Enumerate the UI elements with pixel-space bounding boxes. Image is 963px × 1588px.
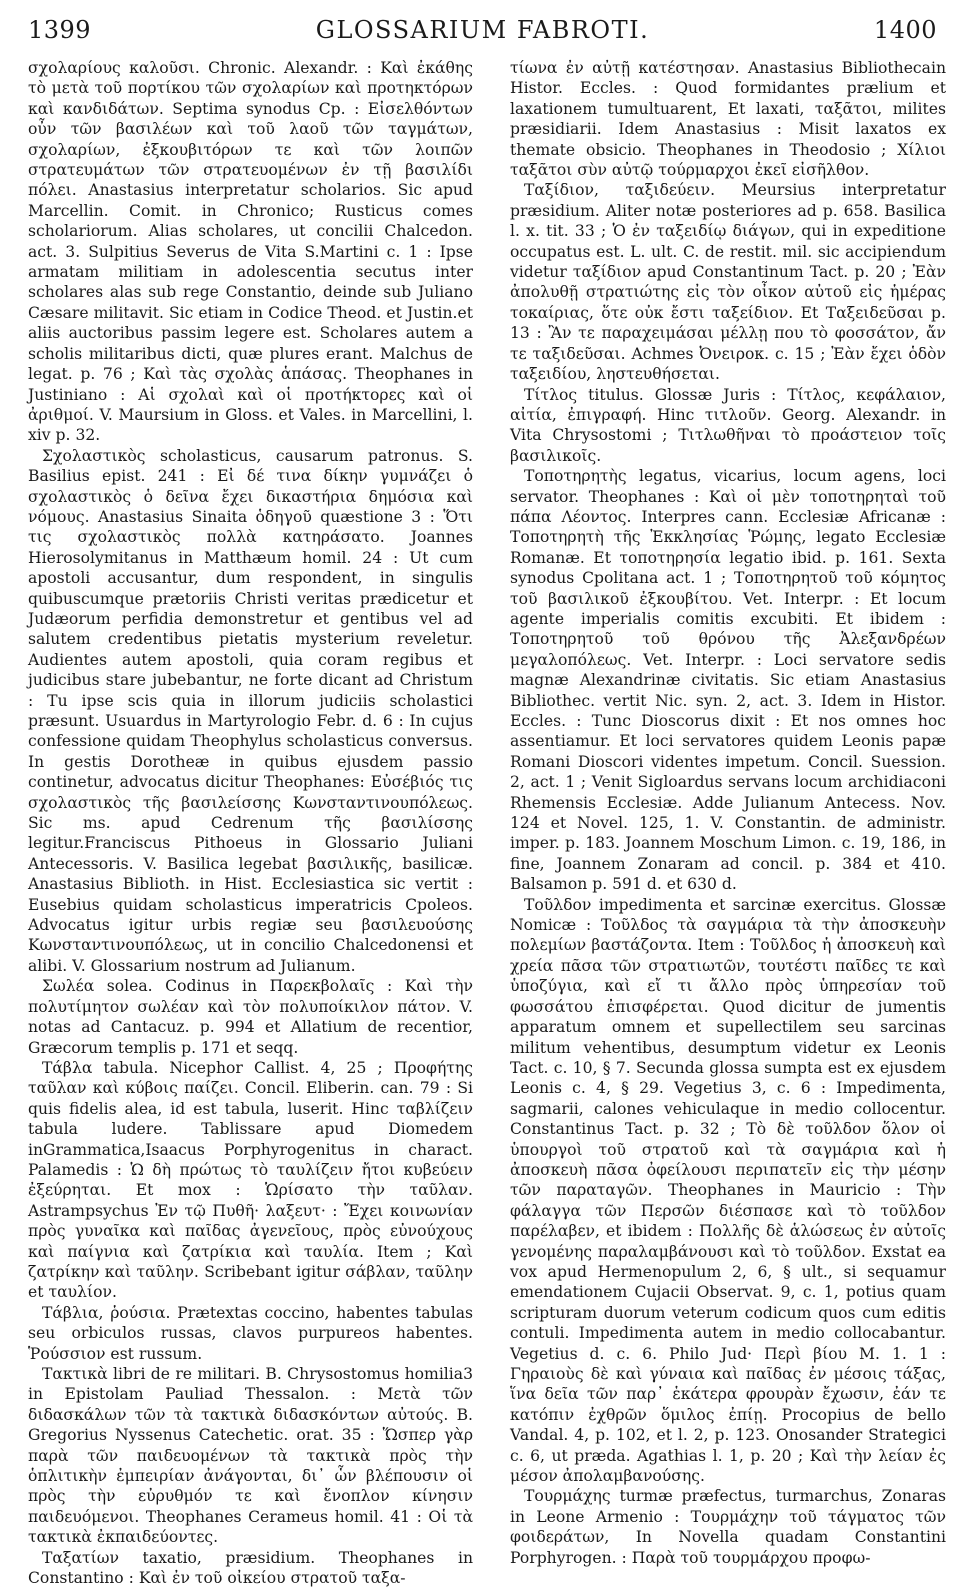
running-title: GLOSSARIUM FABROTI.	[315, 16, 650, 44]
entry-taxatio: Ταξατίων taxatio, præsidium. Theophanes in Constantino : Καὶ ἐν τοῦ οἰκείου στρατοῦ ταξα-	[28, 1548, 473, 1588]
entry-touldon: Τοῦλδον impedimenta et sarcinæ exercitus. Glossæ Nomicæ : Τοῦλδος τὰ σαγμάρια τὰ τὴν ἀποσκευὴν πολεμίων βαστάζοντα. Item : Τοῦλδος ἡ ἀποσκευὴ καὶ χρεία πᾶσα τῶν στρατιωτῶν, τουτέστι παῖδες τε καὶ ὑποζύγια, καὶ εἴ τι ἄλλο πρὸς ὑπηρεσίαν τοῦ φωσσάτου ἐπισφέρεται. Quod dicitur de jumentis apparatum omnem et supellectilem seu sarcinas militum vehentibus, desumptum videtur ex Leonis Tact. c. 10, § 7. Secunda glossa sumpta est ex ejusdem Leonis c. 4, § 29. Vegetius 3, c. 6 : Impedimenta, sagmarii, calones vehiculaque in medio collocentur. Constantinus Tact. p. 32 ; Τὸ δὲ τοῦλδον ὅλον οἱ ὑπουργοὶ τοῦ στρατοῦ καὶ τὰ σαγμάρια καὶ ἡ ἀποσκευὴ πᾶσα ὀφείλουσι περιπατεῖν εἰς τὴν μέσην τῶν παραταγῶν. Theophanes in Mauricio : Τὴν φάλαγγα τῶν Περσῶν διέσπασε καὶ τὸ τοῦλδον παρέλαβεν, et ibidem : Πολλῆς δὲ ἁλώσεως ἐν αὐτοῖς γενομένης παραλαμβάνουσι καὶ τὸ τοῦλδον. Exstat ea vox apud Hermenopulum 2, 6, § ult., si sequamur emendationem Cujacii Observat. 9, c. 1, potius quam scripturam duorum veterum codicum quos cum editis contuli. Impedimenta autem in medio collocabantur. Vegetius d. c. 6. Philo Jud· Περὶ βίου M. 1. 1 : Γηραιοὺς δὲ καὶ γύναια καὶ παῖδας ἐν μέσοις τάξας, ἵνα δεῖα τῶν παρ᾽ ἑκάτερα φρουρὰν ἔχωσιν, ἐάν τε κατόπιν ἐχθρῶν ὅμιλος ἐπίῃ. Procopius de bello Vandal. 4, p. 102, et l. 2, p. 123. Onosander Strategici c. 6, ut præda. Agathias l. 1, p. 20 ; Καὶ τὴν λείαν ἐς μέσον ἀπολαμβανούσης.	[510, 895, 946, 1486]
running-header	[14, 16, 951, 50]
entry-tabula: Τάβλα tabula. Nicephor Callist. 4, 25 ; Προφήτης ταῦλαν καὶ κύβοις παίζει. Concil. Eliberin. can. 79 : Si quis fidelis alea, id est tabula, luserit. Hinc ταβλίζειν tabula ludere. Tablissare apud Diomedem inGrammatica,Isaacus Porphyrogenitus in charact. Palamedis : Ὡ δὴ πρώτως τὸ ταυλίζειν ἤτοι κυβεύειν ἐξεύρηται. Et mox : Ὡρίσατο τὴν ταῦλαν. Astrampsychus Ἐν τῷ Πυθῆ· λαξευτ· : Ἔχει κοινωνίαν πρὸς γυναῖκα καὶ παῖδας ἀγενεῖους, πρὸς εὐνούχους καὶ παίγνια καὶ ζατρίκια καὶ ταυλία. Item ; Καὶ ζατρίκην καὶ ταῦλην. Scribebant igitur σάβλαν, ταῦλην et ταυλίον.	[28, 1058, 473, 1302]
entry-taxidion: Ταξίδιον, ταξιδεύειν. Meursius interpretatur præsidium. Aliter notæ posteriores ad p. 658. Basilica l. x. tit. 33 ; Ὁ ἐν ταξειδίῳ διάγων, qui in expeditione occupatus est. L. ult. C. de restit. mil. sic accipiendum videtur ταξίδιον apud Constantinum Tact. p. 20 ; Ἐὰν ἀπολυθῇ στρατιώτης εἰς τὸν οἶκον αὐτοῦ εἰς ἡμέρας τοκαίριας, ὅτε οὐκ ἔστι ταξείδιον. Et Ταξειδεῦσαι p. 13 : Ἂν τε παραχειμάσαι μέλλῃ που τὸ φοσσάτον, ἄν τε ταξιδεῦσαι. Achmes Ὀνειροκ. c. 15 ; Ἐὰν ἔχει ὁδὸν ταξειδίου, ληστευθήσεται.	[510, 181, 946, 384]
entry-solea: Σωλέα solea. Codinus in Παρεκβολαῖς : Καὶ τὴν πολυτίμητον σωλέαν καὶ τὸν πολυποίκιλον πάτον. V. notas ad Cantacuz. p. 994 et Allatium de recentior, Græcorum templis p. 171 et seqq.	[28, 977, 473, 1057]
entry-titlos: Τίτλος titulus. Glossæ Juris : Τίτλος, κεφάλαιον, αἰτία, ἐπιγραφή. Hinc τιτλοῦν. Georg. Alexandr. in Vita Chrysostomi ; Τιτλωθῆναι τὸ προάστειον τοῖς βασιλικοῖς.	[510, 385, 946, 465]
left-column	[28, 58, 473, 1588]
right-page-number: 1400	[873, 16, 937, 44]
right-column	[510, 58, 946, 1567]
entry-tablia: Τάβλια, ῥούσια. Prætextas coccino, habentes tabulas seu orbiculos russas, clavos purpureos habentes. Ῥούσσιον est russum.	[28, 1303, 473, 1363]
entry-topoteretes: Τοποτηρητὴς legatus, vicarius, locum agens, loci servator. Theophanes : Καὶ οἱ μὲν τοποτηρηταὶ τοῦ πάπα Λέοντος. Interpres cann. Ecclesiæ Africanæ : Τοποτηρητὴ τῆς Ἐκκλησίας Ῥώμης, legato Ecclesiæ Romanæ. Et τοποτηρησία legatio ibid. p. 161. Sexta synodus Cpolitana act. 1 ; Τοποτηρητοῦ τοῦ κόμητος τοῦ βασιλικοῦ ἐξκουβίτου. Vet. Interpr. : Et locum agente imperialis comitis excubiti. Et ibidem : Τοποτηρητοῦ τοῦ θρόνου τῆς Ἀλεξανδρέων μεγαλοπόλεως. Vet. Interpr. : Loci servatore sedis magnæ Alexandrinæ civitatis. Sic etiam Anastasius Bibliothec. vertit Nic. syn. 2, act. 3. Idem in Histor. Eccles. : Tunc Dioscorus dixit : Et nos omnes hoc assentiamur. Et loci servatores quidem Leonis papæ Romani Dioscori videntes impetum. Concil. Suession. 2, act. 1 ; Venit Sigloardus servans locum archidiaconi Rhemensis Ecclesiæ. Adde Julianum Antecess. Nov. 124 et Novel. 125, 1. V. Constantin. de administr. imper. p. 183. Joannem Moschum Limon. c. 19, 186, in fine, Joannem Zonaram ad concil. p. 384 et 410. Balsamon p. 591 d. et 630 d.	[510, 467, 946, 894]
entry-scholasticus: Σχολαστικὸς scholasticus, causarum patronus. S. Basilius epist. 241 : Εἰ δέ τινα δίκην γυμνάζει ὁ σχολαστικὸς ὁ δεῖνα ἔχει δικαστήρια δημόσια καὶ νόμους. Anastasius Sinaita ὁδηγοῦ quæstione 3 : Ὅτι τις σχολαστικὸς πολλὰ κατηράσατο. Joannes Hierosolymitanus in Matthæum homil. 24 : Ut cum apostoli accusantur, dum respondent, in singulis quibuscumque prætoriis Christi veritas prædicetur et Judæorum perfidia demonstretur et gentibus vel ad salutem credentibus pietatis mysterium reveletur. Audientes autem apostoli, quia coram regibus et judicibus stare jubebantur, ne forte dicant ad Christum : Tu ipse scis quia in illorum judiciis scholastici præsunt. Usuardus in Martyrologio Febr. d. 6 : In cujus confessione quidam Theophylus scholasticus conversus. In gestis Dorotheæ in quibus ejusdem passio continetur, advocatus dicitur Theophanes: Εὐσέβιός τις σχολαστικὸς τῆς βασιλείσσης Κωνσταντινουπόλεως. Sic ms. apud Cedrenum τῆς βασιλίσσης legitur.Franciscus Pithoeus in Glossario Juliani Antecessoris. V. Basilica legebat βασιλικῆς, basilicæ. Anastasius Biblioth. in Hist. Ecclesiastica sic vertit : Eusebius quidam scholasticus imperatricis Cpoleos. Advocatus igitur urbis regiæ seu βασιλευούσης Κωνσταντινουπόλεως, ut in concilio Chalcedonensi et alibi. V. Glossarium nostrum ad Julianum.	[28, 446, 473, 975]
entry-paragraph: τίωνα ἐν αὐτῇ κατέστησαν. Anastasius Bibliothecain Histor. Eccles. : Quod formidantes prælium et laxationem tumultuarent, Et laxati, ταξᾶτοι, milites præsidiarii. Idem Anastasius : Misit laxatos ex themate obsicio. Theophanes in Theodosio ; Χίλιοι ταξᾶτοι σὺν αὐτῷ τούρμαρχοι ἐκεῖ εἰσῆλθον.	[510, 59, 946, 180]
entry-tourmaches: Τουρμάχης turmæ præfectus, turmarchus, Zonaras in Leone Armenio : Τουρμάχην τοῦ τάγματος τῶν φοιδεράτων, In Novella quadam Constantini Porphyrogen. : Παρὰ τοῦ τουρμάρχου προφω-	[510, 1487, 946, 1567]
entry-paragraph: σχολαρίους καλοῦσι. Chronic. Alexandr. : Καὶ ἐκάθης τὸ μετὰ τοῦ πορτίκου τῶν σχολαρίων καὶ προτηκτόρων καὶ κανδιδάτων. Septima synodus Cp. : Εἰσελθόντων οὖν τῶν βασιλέων καὶ τοῦ λαοῦ τῶν ταγμάτων, σχολαρίων, ἐξκουβιτόρων τε καὶ τῶν λοιπῶν στρατευμάτων τῶν στρατευομένων ἐν τῇ βασιλίδι πόλει. Anastasius interpretatur scholarios. Sic apud Marcellin. Comit. in Chronico; Rusticus comes scholariorum. Alias scholares, ut concilii Chalcedon. act. 3. Sulpitius Severus de Vita S.Martini c. 1 : Ipse armatam militiam in adolescentia secutus inter scholares alas sub rege Constantio, deinde sub Juliano Cæsare militavit. Sic etiam in Codice Theod. et Justin.et aliis auctoribus passim legere est. Scholares autem a scholis militaribus dicti, quæ plures erant. Malchus de legat. p. 76 ; Καὶ τὰς σχολὰς ἁπάσας. Theophanes in Justiniano : Αἱ σχολαὶ καὶ οἱ προτήκτορες καὶ οἱ ἀριθμοί. V. Maursium in Gloss. et Vales. in Marcellini, l. xiv p. 32.	[28, 59, 473, 445]
left-page-number: 1399	[28, 16, 92, 44]
entry-taktika: Τακτικὰ libri de re militari. B. Chrysostomus homilia3 in Epistolam Pauliad Thessalon. : Μετὰ τῶν διδασκάλων τῶν τὰ τακτικὰ διδασκόντων αὐτούς. B. Gregorius Nyssenus Catechetic. orat. 35 : Ὥσπερ γὰρ παρὰ τῶν παιδευομένων τὰ τακτικὰ πρὸς τὴν ὁπλιτικὴν ἐμπειρίαν ἀνάγονται, δι᾽ ὧν βλέπουσιν οἱ πρὸς τὴν εὐρυθμόν τε καὶ ἔνοπλον κίνησιν παιδευόμενοι. Theophanes Cerameus homil. 41 : Οἱ τὰ τακτικὰ ἐκπαιδεύοντες.	[28, 1365, 473, 1547]
